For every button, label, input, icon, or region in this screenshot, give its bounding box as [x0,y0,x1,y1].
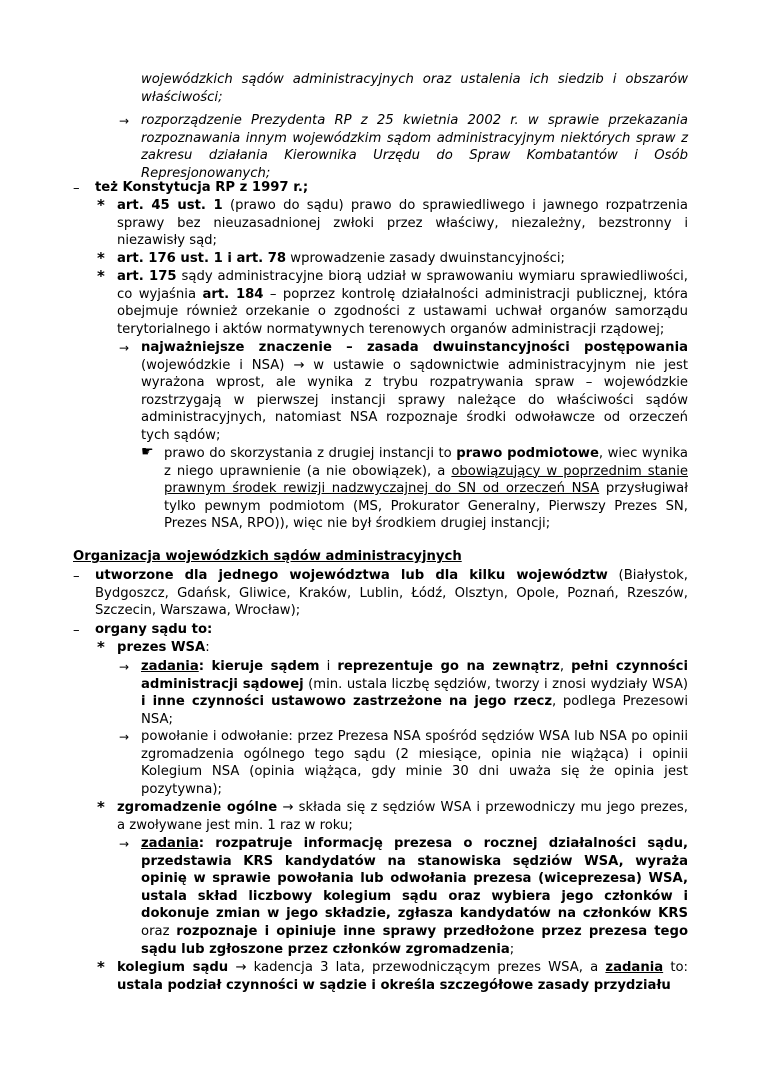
kolegium-label: kolegium sądu [117,960,229,975]
zgromadzenie-text: → składa się z sędziów WSA i przewodniczy mu jego prezes, a zwoływane jest min. 1 raz w roku; [117,800,688,833]
utworzone-label: utworzone dla jednego województwa lub dla kilku województw [95,568,608,583]
prezes-inne-czynnosci: i inne czynności ustawowo zastrzeżone na jego rzecz [141,694,553,710]
prezes-text-2: , [559,659,572,674]
arrow-marker: → [119,660,130,674]
zadania-label: zadania [141,836,199,851]
zgromadzenie-text-end: ; [509,941,515,957]
utworzone-item [95,567,688,620]
art-45-label: art. 45 ust. 1 [117,198,223,213]
prezes-colon: : [205,640,210,655]
art-45-item [117,197,688,250]
intro-paragraph-2: rozporządzenie Prezydenta RP z 25 kwietnia 2002 r. w sprawie przekazania rozpoznawania innym wojewódzkim sądom administracyjnym niektórych spraw z zakresu działania Kierownika Urzędu do Spraw Kombatantów i Osób Represjonowanych; [141,113,688,181]
druga-instancja-note [164,445,688,533]
zgromadzenie-text-oraz: oraz [141,923,177,939]
art-184-label: art. 184 [202,286,264,302]
note-text-3: przysługiwał tylko pewnym podmiotom (MS, Prokurator Generalny, Pierwszy Prezes SN, Prezes NSA, RPO)), więc nie był środkiem drugiej instancji; [164,481,688,532]
organy-label: organy sądu to: [95,622,213,637]
dwuinstancyjnosc-label: najważniejsze znaczenie – zasada dwuinstancyjności postępowania [141,340,688,355]
art-175-item [117,268,688,338]
rewizja-nadzwyczajna-underlined: obowiązujący w poprzednim stanie prawnym środek rewizji nadzwyczajnej do SN od orzeczeń NSA [164,463,688,497]
star-marker: * [97,267,105,285]
dwuinstancyjnosc-item [141,339,688,445]
arrow-marker: → [119,730,130,744]
prezes-zadania-item [141,658,688,728]
dash-marker: – [73,623,80,638]
dwuinstancyjnosc-text: (wojewódzkie i NSA) → w ustawie o sądownictwie administracyjnym nie jest wyrażona wprost, ale wynika z trybu rozpatrywania spraw – wojewódzkie rozstrzygają w pierwszej instancji sprawy należące do właściwości sądów administracyjnych, natomiast NSA rozpoznaje środki odwoławcze od orzeczeń tych sądów; [141,357,688,443]
art-175-label: art. 175 [117,269,177,284]
star-marker: * [97,249,105,267]
konstytucja-title: też Konstytucja RP z 1997 r.; [95,180,309,195]
dash-marker: – [73,569,80,584]
prezes-text-4: , podlega Prezesowi NSA; [141,694,688,727]
prezes-item [117,639,688,657]
zgromadzenie-item [117,799,688,834]
zadania-label: zadania [141,659,199,674]
kolegium-item [117,959,688,994]
zgromadzenie-label: zgromadzenie ogólne [117,800,278,815]
prawo-podmiotowe-label: prawo podmiotowe [456,446,599,461]
zadania-label: zadania [605,960,664,975]
utworzone-cities: (Białystok, Bydgoszcz, Gdańsk, Gliwice, Kraków, Lublin, Łódź, Olsztyn, Opole, Poznań, Rzeszów, Szczecin, Warszawa, Wrocław); [95,568,688,619]
zgromadzenie-zadania-1: : rozpatruje informację prezesa o rocznej działalności sądu, przedstawia KRS kandydatów na stanowiska sędziów WSA, wyraża opinię w sprawie powołania lub odwołania prezesa (wiceprezesa) WSA, ustala skład liczbowy kolegium sądu oraz wybiera jego członków i dokonuje zmian w jego składzie, zgłasza kandydatów na członków KRS [141,836,688,922]
art-175-text: sądy administracyjne biorą udział w sprawowaniu wymiaru sprawiedliwości, co wyjaśnia [117,269,689,302]
kolegium-text: → kadencja 3 lata, przewodniczącym prezes WSA, a [228,960,606,975]
prezes-text-3: (min. ustala liczbę sędziów, tworzy i znosi wydziały WSA) [303,676,688,692]
pointing-hand-icon: ☛ [141,444,154,460]
prezes-kieruje: : kieruje sądem [198,659,320,674]
prezes-text-1: i [319,659,338,674]
prezes-reprezentuje: reprezentuje go na zewnątrz [337,659,560,674]
art-176-label: art. 176 ust. 1 i art. 78 [117,251,287,266]
organizacja-heading: Organizacja wojewódzkich sądów administracyjnych [73,549,462,564]
art-176-text: wprowadzenie zasady dwuinstancyjności; [286,251,565,266]
note-text-1: prawo do skorzystania z drugiej instancji to [164,446,457,461]
star-marker: * [97,638,105,656]
art-184-text: – poprzez kontrolę działalności administracji publicznej, która obejmuje również orzekanie o zgodności z ustawami uchwał organów samorządu terytorialnego i aktów normatywnych terenowych organów administracji rządowej; [117,286,688,337]
star-marker: * [97,798,105,816]
section-heading [73,548,688,566]
organy-item [95,621,688,639]
star-marker: * [97,196,105,214]
art-45-text: (prawo do sądu) prawo do sprawiedliwego i jawnego rozpatrzenia sprawy bez nieuzasadnionej zwłoki przez właściwy, niezależny, bezstronny i niezawisły sąd; [117,198,688,249]
zgromadzenie-zadania-2: rozpoznaje i opiniuje inne sprawy przedłożone przez prezesa tego sądu lub zgłoszone przez członków zgromadzenia [141,923,688,957]
prezes-administracja: pełni czynności administracji sądowej [141,659,688,692]
konstytucja-heading [95,179,688,197]
kolegium-text-2: to: [663,960,688,975]
dash-marker: – [73,181,80,196]
powolanie-item: powołanie i odwołanie: przez Prezesa NSA spośród sędziów WSA lub NSA po opinii zgromadzenia ogólnego tego sądu (2 miesiące, opinia nie wiążąca) i opinii Kolegium NSA (opinia wiążąca, gdy minie 30 dni uważa się że opinia jest pozytywna); [141,729,688,797]
intro-paragraph-1: wojewódzkich sądów administracyjnych oraz ustalenia ich siedzib i obszarów właściwości; [141,72,688,105]
note-text-2: , wiec wynika z niego uprawnienie (a nie obowiązek), a [164,446,688,479]
art-176-item [117,250,688,268]
zgromadzenie-zadania-item [141,835,688,958]
arrow-marker: → [119,341,130,355]
prezes-label: prezes WSA [117,640,206,655]
star-marker: * [97,958,105,976]
kolegium-zadania: ustala podział czynności w sądzie i określa szczegółowe zasady przydziału [117,977,671,993]
arrow-marker: → [119,837,130,851]
arrow-marker: → [119,114,130,128]
